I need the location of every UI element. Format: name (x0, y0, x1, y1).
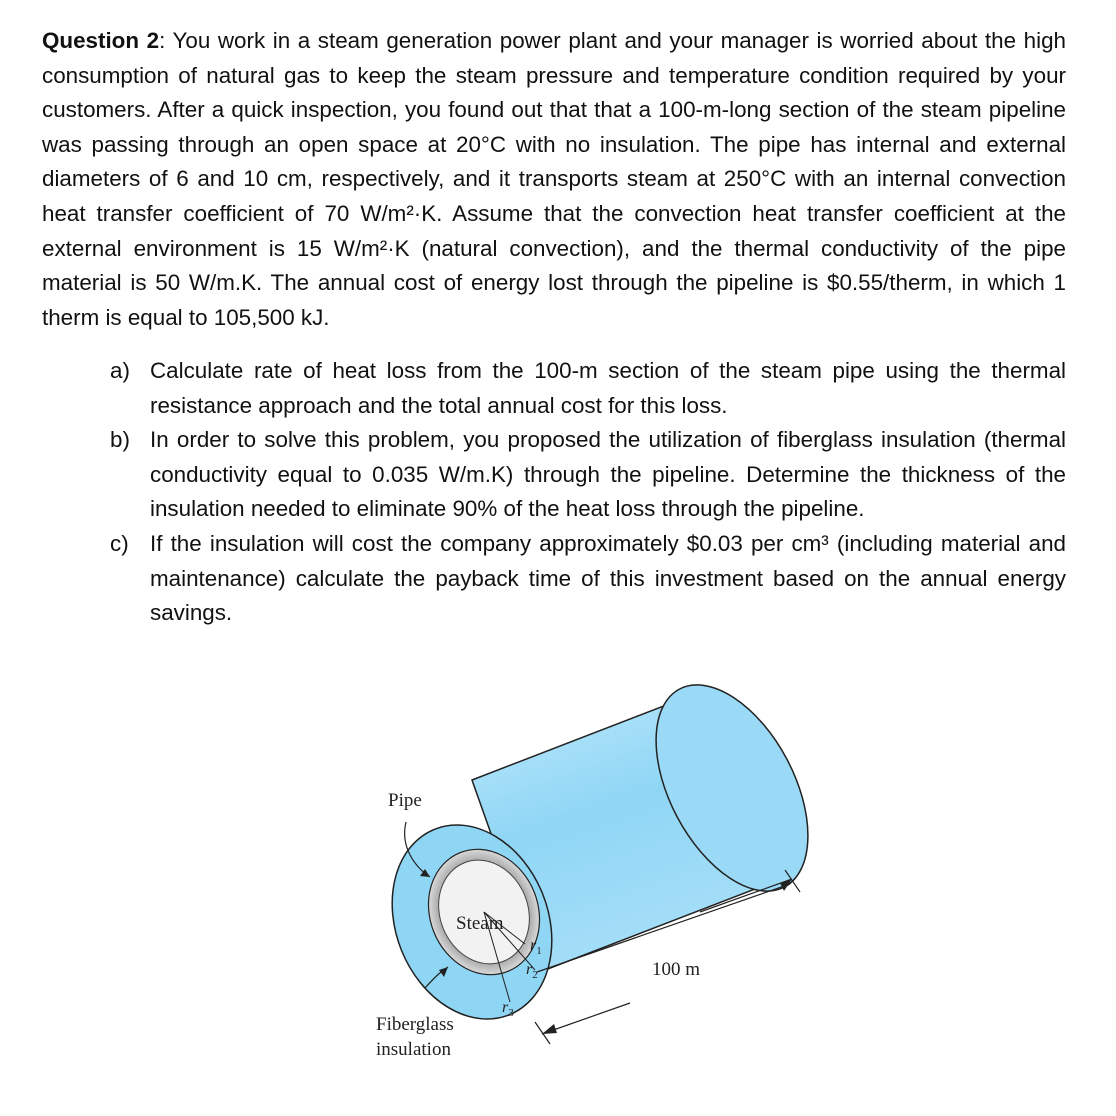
r1-subscript: 1 (536, 945, 542, 957)
insulated-pipe-figure (360, 672, 820, 1072)
steam-label: Steam (456, 913, 504, 934)
question-label: Question 2 (42, 28, 160, 53)
part-a-mark: a) (110, 358, 130, 383)
part-a (42, 354, 1066, 423)
r1-symbol: r (530, 937, 537, 954)
part-b (42, 423, 1066, 527)
insulation-label-line1: Fiberglass (376, 1014, 454, 1035)
part-a-text: Calculate rate of heat loss from the 100-m section of the steam pipe using the thermal resistance approach and the total annual cost for this loss. (150, 358, 1066, 418)
pipe-label: Pipe (388, 790, 422, 811)
question-body: : You work in a steam generation power plant and your manager is worried about the high consumption of natural gas to keep the steam pressure and temperature condition required by your customers. After a quick inspection, you found out that that a 100-m-long section of the steam pipeline was passing through an open space at 20°C with no insulation. The pipe has internal and external diameters of 6 and 10 cm, respectively, and it transports steam at 250°C with an internal convection heat transfer coefficient of 70 W/m²·K. Assume that the convection heat transfer coefficient at the external environment is 15 W/m²·K (natural convection), and the thermal conductivity of the pipe material is 50 W/m.K. The annual cost of energy lost through the pipeline is $0.55/therm, in which 1 therm is equal to 105,500 kJ. (42, 28, 1066, 330)
part-b-text: In order to solve this problem, you proposed the utilization of fiberglass insulation (thermal conductivity equal to 0.035 W/m.K) through the pipeline. Determine the thickness of the insulation needed to eliminate 90% of the heat loss through the pipeline. (150, 427, 1066, 522)
part-c-mark: c) (110, 530, 129, 556)
r2-subscript: 2 (532, 969, 538, 981)
r3-symbol: r (502, 999, 509, 1016)
r2-symbol: r (526, 961, 533, 978)
question-parts (42, 354, 1066, 631)
question-paragraph (42, 24, 1066, 335)
r3-subscript: 3 (508, 1007, 514, 1019)
part-c (42, 527, 1066, 631)
length-label: 100 m (652, 959, 701, 980)
part-c-text: If the insulation will cost the company approximately $0.03 per cm³ (including material and maintenance) calculate the payback time of this investment based on the annual energy savings. (150, 530, 1066, 626)
part-b-mark: b) (110, 427, 130, 453)
insulation-label-line2: insulation (376, 1039, 451, 1060)
